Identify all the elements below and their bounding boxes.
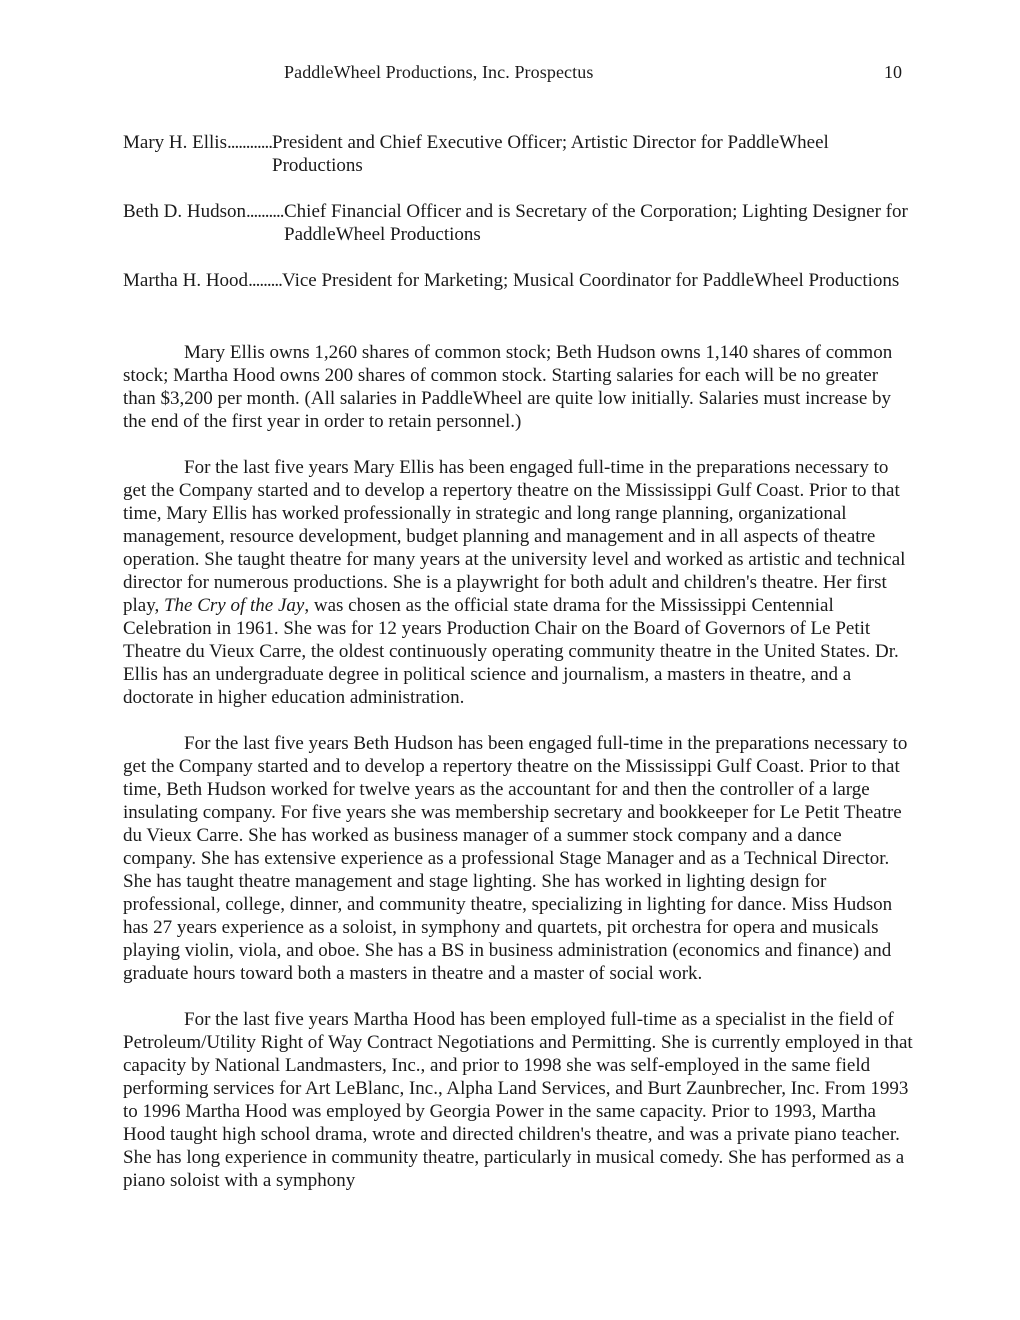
page-header-title: PaddleWheel Productions, Inc. Prospectus — [284, 62, 594, 82]
play-title: The Cry of the Jay — [163, 595, 305, 616]
page-number: 10 — [884, 62, 902, 82]
paragraph-mary-ellis: For the last five years Mary Ellis has been engaged full-time in the preparations necessary to get the Company started and to develop a repertory theatre on the Mississippi Gulf Coast. Prior to that time, Mary Ellis has worked professionally in strategic and long range planning, organizational management, resource development, budget planning and management and in all aspects of theatre operation. She taught theatre for many years at the university level and worked as artistic and technical director for numerous productions. She is a playwright for both adult and children's theatre. Her first play, The Cry of the Jay, was chosen as the official state drama for the Mississippi Centennial Celebration in 1961. She was for 12 years Production Chair on the Board of Governors of Le Petit Theatre du Vieux Carre, the oldest continuously operating community theatre in the United States. Dr. Ellis has an undergraduate degree in political science and journalism, a masters in theatre, and a doctorate in higher education administration. — [123, 457, 906, 708]
paragraph-beth-hudson: For the last five years Beth Hudson has been engaged full-time in the preparations necessary to get the Company started and to develop a repertory theatre on the Mississippi Gulf Coast. Prior to that time, Beth Hudson worked for twelve years as the accountant for and then the controller of a large insulating company. For five years she was membership secretary and bookkeeper for Le Petit Theatre du Vieux Carre. She has worked as business manager of a summer stock company and a dance company. She has extensive experience as a professional Stage Manager and as a Technical Director. She has taught theatre management and stage lighting. She has worked in lighting design for professional, college, dinner, and community theatre, specializing in lighting for dance. Miss Hudson has 27 years experience as a soloist, in symphony and quartets, pit orchestra for opera and musicals playing violin, viola, and oboe. She has a BS in business administration (economics and finance) and graduate hours toward both a masters in theatre and a master of social work. — [123, 733, 908, 984]
officer-role: President and Chief Executive Officer; Artistic Director for PaddleWheel Productions — [272, 132, 829, 176]
officer-list — [123, 131, 923, 338]
officer-name: Martha H. Hood......... — [123, 270, 282, 291]
officer-entry-hood — [123, 269, 923, 315]
paragraph-martha-hood: For the last five years Martha Hood has been employed full-time as a specialist in the field of Petroleum/Utility Right of Way Contract Negotiations and Permitting. She is currently employed in that capacity by National Landmasters, Inc., and prior to 1998 she was self-employed in the same field performing services for Art LeBlanc, Inc., Alpha Land Services, and Burt Zaunbrecher, Inc. From 1993 to 1996 Martha Hood was employed by Georgia Power in the same capacity. Prior to 1993, Martha Hood taught high school drama, wrote and directed children's theatre, and was a private piano teacher. She has long experience in community theatre, particularly in musical comedy. She has performed as a piano soloist with a symphony — [123, 1009, 913, 1191]
body-text — [123, 341, 913, 1215]
leader-dots: ......... — [248, 270, 282, 291]
officer-role: Chief Financial Officer and is Secretary of the Corporation; Lighting Designer for PaddleWheel Productions — [284, 201, 908, 245]
officer-name: Mary H. Ellis............ — [123, 132, 272, 153]
officer-entry-ellis — [123, 131, 923, 177]
leader-dots: ............ — [226, 132, 272, 153]
officer-role: Vice President for Marketing; Musical Coordinator for PaddleWheel Productions — [282, 270, 900, 291]
officer-entry-hudson — [123, 200, 923, 246]
leader-dots: .......... — [245, 201, 284, 222]
officer-name: Beth D. Hudson.......... — [123, 201, 284, 222]
paragraph-shares: Mary Ellis owns 1,260 shares of common stock; Beth Hudson owns 1,140 shares of common stock; Martha Hood owns 200 shares of common stock. Starting salaries for each will be no greater than $3,200 per month. (All salaries in PaddleWheel are quite low initially. Salaries must increase by the end of the first year in order to retain personnel.) — [123, 342, 893, 432]
